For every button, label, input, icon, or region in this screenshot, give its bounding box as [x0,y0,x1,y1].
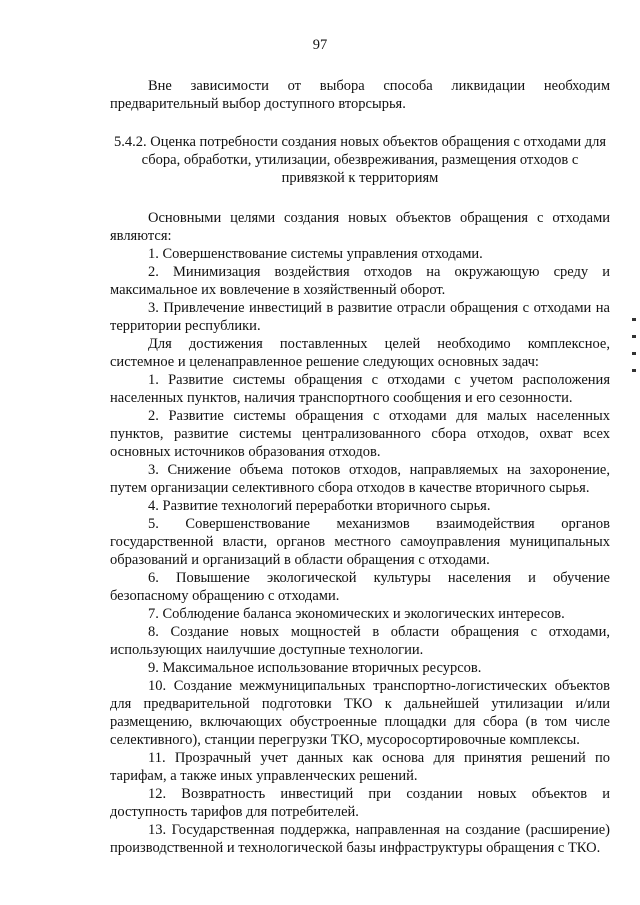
goal-item: 2. Минимизация воздействия отходов на окружающую среду и максимальное их вовлечение в хозяйственный оборот. [110,264,610,298]
task-item: 9. Максимальное использование вторичных ресурсов. [148,660,482,676]
task-item: 6. Повышение экологической культуры населения и обучение безопасному обращению с отходами. [110,570,610,604]
task-item: 2. Развитие системы обращения с отходами для малых населенных пунктов, развитие системы централизованного сбора отходов, охват всех основных источников образования отходов. [110,408,610,460]
task-item: 4. Развитие технологий переработки вторичного сырья. [148,498,491,514]
edge-mark [632,369,636,372]
page-number: 97 [312,37,328,53]
task-item: 3. Снижение объема потоков отходов, направляемых на захоронение, путем организации селективного сбора отходов в качестве вторичного сырья. [110,462,610,496]
scan-edge-marks [632,318,640,398]
goal-item: 3. Привлечение инвестиций в развитие отрасли обращения с отходами на территории республики. [110,300,610,334]
task-item: 13. Государственная поддержка, направленная на создание (расширение) производственной и технологической базы инфраструктуры обращения с ТКО. [110,822,610,856]
edge-mark [632,318,636,321]
task-item: 10. Создание межмуниципальных транспортно-логистических объектов для предварительной подготовки ТКО к дальнейшей утилизации и/или размещению, включающих обустроенные площадки для сбора (в том числе селективного), станции перегрузки ТКО, мусоросортировочные комплексы. [110,678,610,748]
task-item: 7. Соблюдение баланса экономических и экологических интересов. [148,606,565,622]
edge-mark [632,352,636,355]
goal-item: 1. Совершенствование системы управления отходами. [148,246,483,262]
tasks-intro: Для достижения поставленных целей необходимо комплексное, системное и целенаправленное решение следующих основных задач: [110,336,610,370]
intro-paragraph: Вне зависимости от выбора способа ликвидации необходим предварительный выбор доступного вторсырья. [110,78,610,112]
task-item: 12. Возвратность инвестиций при создании новых объектов и доступность тарифов для потребителей. [110,786,610,820]
edge-mark [632,335,636,338]
task-item: 5. Совершенствование механизмов взаимодействия органов государственной власти, органов местного самоуправления муниципальных образований и организаций в области обращения с отходами. [110,516,610,568]
task-item: 11. Прозрачный учет данных как основа для принятия решений по тарифам, а также иных управленческих решений. [110,750,610,784]
section-heading: 5.4.2. Оценка потребности создания новых объектов обращения с отходами для сбора, обработки, утилизации, обезвреживания, размещения отходов с привязкой к территориям [113,134,607,186]
task-item: 8. Создание новых мощностей в области обращения с отходами, использующих наилучшие доступные технологии. [110,624,610,658]
task-item: 1. Развитие системы обращения с отходами с учетом расположения населенных пунктов, наличия транспортного сообщения и его сезонности. [110,372,610,406]
goals-intro: Основными целями создания новых объектов обращения с отходами являются: [110,210,610,244]
document-body [110,77,610,857]
